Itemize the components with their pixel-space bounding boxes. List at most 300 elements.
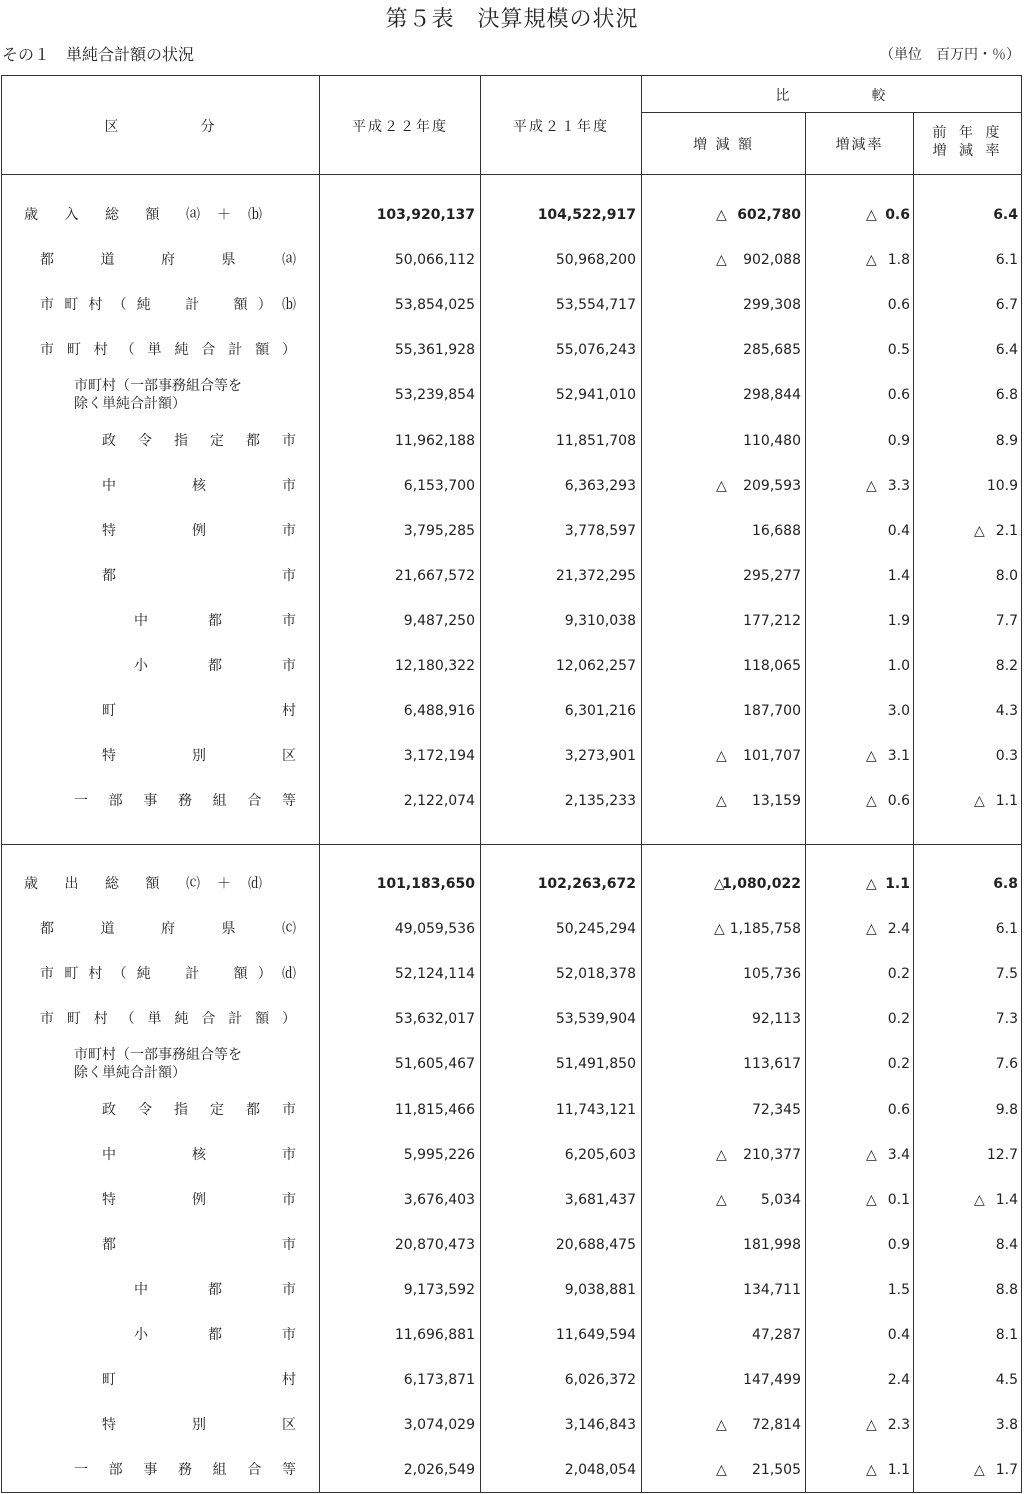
- row-label-line2: 除く単純合計額）: [74, 396, 186, 413]
- change-amount-cell-value: 1,185,758: [729, 921, 801, 938]
- table-row: [2, 419, 1021, 464]
- fy22-cell-value: 55,361,928: [394, 342, 475, 359]
- fy22-cell-value: 101,183,650: [376, 876, 475, 892]
- fy22-cell-value: 11,696,881: [394, 1327, 475, 1343]
- change-rate-cell: [806, 1133, 910, 1178]
- change-rate-cell-value: 0.9: [887, 432, 910, 449]
- header-change-rate: 増減率: [835, 137, 884, 153]
- table-row: [2, 1133, 1021, 1178]
- fy21-cell-value: 2,048,054: [564, 1462, 636, 1479]
- negative-marker: △: [866, 921, 877, 938]
- fy21-cell-value: 52,018,378: [555, 966, 636, 983]
- prev-rate-cell: [914, 1042, 1018, 1087]
- change-amount-cell-value: 21,505: [752, 1462, 801, 1479]
- fy21-cell-value: 104,522,917: [537, 207, 636, 223]
- fy22-cell-value: 3,676,403: [403, 1191, 475, 1208]
- fy22-cell-value: 52,124,114: [394, 966, 475, 983]
- negative-marker: △: [866, 207, 877, 223]
- change-rate-cell: [806, 464, 910, 509]
- budget-table: [1, 75, 1022, 1493]
- prev-rate-cell: [914, 193, 1018, 238]
- row-label: [2, 419, 320, 464]
- fy21-cell-value: 55,076,243: [555, 342, 636, 359]
- change-amount-cell: [642, 373, 801, 418]
- row-label-text: 中 都 市: [134, 1281, 296, 1298]
- fy22-cell-value: 9,173,592: [403, 1281, 475, 1298]
- change-rate-cell: [806, 193, 910, 238]
- row-label-text: 小 都 市: [134, 658, 296, 674]
- change-rate-cell-value: 0.6: [887, 297, 910, 314]
- fy22-cell-value: 3,172,194: [403, 748, 475, 765]
- fy22-cell-value: 21,667,572: [394, 567, 475, 584]
- change-rate-cell-value: 0.2: [887, 1011, 910, 1028]
- fy22-cell: [320, 1042, 475, 1087]
- prev-rate-cell-value: 1.7: [995, 1462, 1018, 1479]
- negative-marker: △: [866, 477, 877, 494]
- prev-rate-cell: [914, 734, 1018, 779]
- fy21-cell-value: 6,026,372: [564, 1372, 636, 1389]
- change-rate-cell-value: 1.1: [885, 876, 910, 892]
- prev-rate-cell: [914, 373, 1018, 418]
- fy22-cell-value: 12,180,322: [394, 658, 475, 674]
- fy22-cell-value: 20,870,473: [394, 1236, 475, 1253]
- fy21-cell: [481, 509, 636, 554]
- fy22-cell: [320, 464, 475, 509]
- row-label: [2, 1268, 320, 1313]
- row-label-line1: 市町村（一部事務組合等を: [74, 378, 242, 395]
- prev-rate-cell: [914, 464, 1018, 509]
- change-rate-cell: [806, 689, 910, 734]
- fy21-cell-value: 51,491,850: [555, 1056, 636, 1073]
- fy21-cell-value: 11,743,121: [555, 1101, 636, 1118]
- row-label: [2, 509, 320, 554]
- fy22-cell: [320, 952, 475, 997]
- prev-rate-cell-value: 10.9: [986, 477, 1018, 494]
- change-amount-cell: [642, 1133, 801, 1178]
- prev-rate-cell: [914, 1178, 1018, 1223]
- fy21-cell-value: 52,941,010: [555, 387, 636, 404]
- header-category: 区 分: [104, 119, 217, 135]
- change-rate-cell: [806, 554, 910, 599]
- change-rate-cell-value: 0.6: [885, 207, 910, 223]
- change-rate-cell: [806, 1313, 910, 1358]
- row-label: [2, 1042, 320, 1087]
- fy22-cell: [320, 862, 475, 907]
- fy22-cell: [320, 1448, 475, 1493]
- change-amount-cell-value: 5,034: [760, 1191, 801, 1208]
- fy22-cell: [320, 419, 475, 464]
- header-prev-rate: 前 年 度 増 減 率: [932, 125, 1004, 159]
- negative-marker: △: [866, 1417, 877, 1434]
- change-rate-cell-value: 0.1: [887, 1191, 910, 1208]
- change-amount-cell: [642, 328, 801, 373]
- prev-rate-cell-value: 12.7: [986, 1146, 1018, 1163]
- prev-rate-cell: [914, 952, 1018, 997]
- table-row: [2, 1088, 1021, 1133]
- unit-note: （単位 百万円・％）: [880, 47, 1020, 63]
- fy21-cell-value: 12,062,257: [555, 658, 636, 674]
- change-rate-cell: [806, 952, 910, 997]
- prev-rate-cell-value: 4.3: [995, 703, 1018, 720]
- fy21-cell-value: 53,539,904: [555, 1011, 636, 1028]
- fy22-cell: [320, 1358, 475, 1403]
- change-amount-cell-value: 118,065: [743, 658, 801, 674]
- fy21-cell: [481, 599, 636, 644]
- prev-rate-cell: [914, 779, 1018, 824]
- fy21-cell: [481, 1313, 636, 1358]
- row-label-text: 町 村: [102, 1372, 296, 1389]
- table-row: [2, 1268, 1021, 1313]
- table-row: [2, 907, 1021, 952]
- fy21-cell-value: 11,649,594: [555, 1327, 636, 1343]
- negative-marker: △: [866, 876, 877, 892]
- prev-rate-cell-value: 1.1: [995, 793, 1018, 810]
- change-amount-cell-value: 177,212: [743, 612, 801, 629]
- change-amount-cell: [642, 734, 801, 779]
- change-amount-cell: [642, 862, 801, 907]
- change-rate-cell: [806, 238, 910, 283]
- row-label: [2, 599, 320, 644]
- negative-marker: △: [716, 1462, 727, 1479]
- row-label-text: 中 都 市: [134, 612, 296, 629]
- change-amount-cell: [642, 464, 801, 509]
- change-amount-cell-value: 295,277: [743, 567, 801, 584]
- fy21-cell: [481, 193, 636, 238]
- row-label-text: 中 核 市: [102, 477, 296, 494]
- fy21-cell-value: 6,205,603: [564, 1146, 636, 1163]
- table-row: [2, 509, 1021, 554]
- fy21-cell-value: 102,263,672: [537, 876, 636, 892]
- change-amount-cell-value: 147,499: [743, 1372, 801, 1389]
- change-amount-cell: [642, 1042, 801, 1087]
- prev-rate-cell: [914, 419, 1018, 464]
- row-label: [2, 1088, 320, 1133]
- row-label-text: 市町村（単純合計額）: [40, 342, 296, 359]
- prev-rate-cell: [914, 644, 1018, 689]
- change-rate-cell-value: 0.6: [887, 1101, 910, 1118]
- change-amount-cell: [642, 1403, 801, 1448]
- change-rate-cell: [806, 1088, 910, 1133]
- change-rate-cell-value: 0.2: [887, 966, 910, 983]
- table-row: [2, 238, 1021, 283]
- negative-marker: △: [714, 921, 725, 938]
- row-label: [2, 193, 320, 238]
- change-amount-cell-value: 101,707: [743, 748, 801, 765]
- table-row: [2, 599, 1021, 644]
- fy22-cell-value: 49,059,536: [394, 921, 475, 938]
- change-amount-cell-value: 209,593: [743, 477, 801, 494]
- fy21-cell-value: 3,778,597: [564, 522, 636, 539]
- change-amount-cell: [642, 1223, 801, 1268]
- change-amount-cell-value: 285,685: [743, 342, 801, 359]
- fy22-cell: [320, 1403, 475, 1448]
- negative-marker: △: [716, 252, 727, 269]
- table-row: [2, 779, 1021, 824]
- change-rate-cell-value: 1.1: [887, 1462, 910, 1479]
- fy22-cell-value: 50,066,112: [394, 252, 475, 269]
- prev-rate-cell: [914, 862, 1018, 907]
- change-rate-cell: [806, 328, 910, 373]
- fy22-cell: [320, 779, 475, 824]
- fy21-cell: [481, 907, 636, 952]
- row-label-text: 一部事務組合等: [74, 793, 296, 810]
- fy22-cell: [320, 1088, 475, 1133]
- prev-rate-cell-value: 6.1: [995, 252, 1018, 269]
- change-amount-cell: [642, 554, 801, 599]
- header-comparison: 比 較: [775, 88, 888, 104]
- fy21-cell-value: 3,146,843: [564, 1417, 636, 1434]
- change-amount-cell: [642, 1313, 801, 1358]
- table-row: [2, 1042, 1021, 1087]
- fy22-cell: [320, 1313, 475, 1358]
- row-label: [2, 907, 320, 952]
- fy21-cell: [481, 373, 636, 418]
- table-row: [2, 1358, 1021, 1403]
- row-label-text: 特 別 区: [102, 748, 296, 765]
- change-rate-cell-value: 3.4: [887, 1146, 910, 1163]
- prev-rate-cell-value: 6.7: [995, 297, 1018, 314]
- change-amount-cell: [642, 779, 801, 824]
- change-rate-cell-value: 1.8: [887, 252, 910, 269]
- fy21-cell: [481, 1448, 636, 1493]
- change-amount-cell: [642, 689, 801, 734]
- change-rate-cell-value: 2.3: [887, 1417, 910, 1434]
- fy21-cell-value: 3,681,437: [564, 1191, 636, 1208]
- change-amount-cell-value: 92,113: [752, 1011, 801, 1028]
- fy22-cell-value: 3,795,285: [403, 522, 475, 539]
- fy22-cell-value: 6,488,916: [403, 703, 475, 720]
- change-amount-cell-value: 602,780: [737, 207, 801, 223]
- prev-rate-cell-value: 8.4: [995, 1236, 1018, 1253]
- prev-rate-cell-value: 6.8: [993, 876, 1018, 892]
- change-rate-cell: [806, 283, 910, 328]
- row-label: [2, 238, 320, 283]
- change-amount-cell: [642, 599, 801, 644]
- change-rate-cell: [806, 907, 910, 952]
- change-rate-cell-value: 0.4: [887, 522, 910, 539]
- fy22-cell-value: 5,995,226: [403, 1146, 475, 1163]
- fy22-cell: [320, 689, 475, 734]
- fy21-cell: [481, 419, 636, 464]
- row-label: [2, 554, 320, 599]
- row-label-text: 特 別 区: [102, 1417, 296, 1434]
- change-amount-cell-value: 902,088: [743, 252, 801, 269]
- prev-rate-cell-value: 8.9: [995, 432, 1018, 449]
- fy22-cell: [320, 599, 475, 644]
- prev-rate-cell-value: 8.0: [995, 567, 1018, 584]
- change-amount-cell: [642, 952, 801, 997]
- negative-marker: △: [974, 1191, 985, 1208]
- prev-rate-cell-value: 7.6: [995, 1056, 1018, 1073]
- row-label-text: 政令指定都市: [102, 432, 296, 449]
- change-rate-cell: [806, 599, 910, 644]
- fy21-cell-value: 11,851,708: [555, 432, 636, 449]
- table-row: [2, 464, 1021, 509]
- fy22-cell: [320, 283, 475, 328]
- negative-marker: △: [866, 793, 877, 810]
- change-rate-cell-value: 0.6: [887, 793, 910, 810]
- change-rate-cell-value: 1.0: [887, 658, 910, 674]
- row-label: [2, 952, 320, 997]
- fy22-cell-value: 11,962,188: [394, 432, 475, 449]
- row-label: [2, 1358, 320, 1403]
- change-rate-cell: [806, 1268, 910, 1313]
- change-rate-cell: [806, 644, 910, 689]
- prev-rate-cell: [914, 1358, 1018, 1403]
- fy21-cell: [481, 464, 636, 509]
- change-amount-cell: [642, 238, 801, 283]
- fy22-cell: [320, 509, 475, 554]
- row-label-text: 小 都 市: [134, 1327, 296, 1343]
- change-amount-cell-value: 72,814: [752, 1417, 801, 1434]
- prev-rate-cell: [914, 554, 1018, 599]
- fy22-cell-value: 53,239,854: [394, 387, 475, 404]
- change-amount-cell: [642, 644, 801, 689]
- fy22-cell: [320, 1178, 475, 1223]
- change-amount-cell-value: 299,308: [743, 297, 801, 314]
- fy21-cell-value: 6,301,216: [564, 703, 636, 720]
- change-rate-cell: [806, 997, 910, 1042]
- row-label: [2, 328, 320, 373]
- fy22-cell: [320, 238, 475, 283]
- change-amount-cell-value: 16,688: [752, 522, 801, 539]
- fy21-cell: [481, 952, 636, 997]
- change-amount-cell: [642, 1358, 801, 1403]
- prev-rate-cell: [914, 1133, 1018, 1178]
- change-rate-cell: [806, 734, 910, 779]
- fy21-cell: [481, 1042, 636, 1087]
- change-amount-cell: [642, 1088, 801, 1133]
- change-rate-cell-value: 2.4: [887, 921, 910, 938]
- fy22-cell: [320, 1133, 475, 1178]
- change-amount-cell-value: 72,345: [752, 1101, 801, 1118]
- table-row: [2, 1223, 1021, 1268]
- prev-rate-cell: [914, 689, 1018, 734]
- change-rate-cell-value: 0.5: [887, 342, 910, 359]
- prev-rate-cell: [914, 1268, 1018, 1313]
- fy22-cell: [320, 193, 475, 238]
- change-amount-cell: [642, 509, 801, 554]
- prev-rate-cell: [914, 1448, 1018, 1493]
- row-label-text: 歳 出 総 額 ⒞ ＋ ⒟: [24, 876, 262, 892]
- prev-rate-cell-value: 3.8: [995, 1417, 1018, 1434]
- table-row: [2, 1448, 1021, 1493]
- change-rate-cell-value: 3.3: [887, 477, 910, 494]
- prev-rate-cell: [914, 1088, 1018, 1133]
- fy21-cell: [481, 997, 636, 1042]
- prev-rate-cell-value: 6.8: [995, 387, 1018, 404]
- fy22-cell-value: 9,487,250: [403, 612, 475, 629]
- change-rate-cell-value: 3.1: [887, 748, 910, 765]
- fy21-cell: [481, 238, 636, 283]
- header-fy22: 平成２２年度: [352, 119, 448, 135]
- row-label-line2: 除く単純合計額）: [74, 1065, 186, 1082]
- prev-rate-cell-value: 7.5: [995, 966, 1018, 983]
- fy21-cell: [481, 734, 636, 779]
- table-row: [2, 952, 1021, 997]
- change-rate-cell: [806, 419, 910, 464]
- row-label-text: 歳 入 総 額 ⒜ ＋ ⒝: [24, 207, 262, 223]
- prev-rate-cell-value: 4.5: [995, 1372, 1018, 1389]
- table-row: [2, 283, 1021, 328]
- change-rate-cell-value: 1.9: [887, 612, 910, 629]
- change-rate-cell: [806, 1178, 910, 1223]
- change-rate-cell-value: 0.9: [887, 1236, 910, 1253]
- change-amount-cell: [642, 1448, 801, 1493]
- fy21-cell: [481, 644, 636, 689]
- row-label-text: 町 村: [102, 703, 296, 720]
- row-label-line1: 市町村（一部事務組合等を: [74, 1047, 242, 1064]
- row-label-text: 特 例 市: [102, 1191, 296, 1208]
- fy22-cell: [320, 554, 475, 599]
- table-row: [2, 1403, 1021, 1448]
- fy22-cell-value: 6,153,700: [403, 477, 475, 494]
- prev-rate-cell-value: 2.1: [995, 522, 1018, 539]
- change-rate-cell: [806, 1403, 910, 1448]
- fy21-cell-value: 2,135,233: [564, 793, 636, 810]
- prev-rate-cell-value: 8.1: [995, 1327, 1018, 1343]
- fy21-cell: [481, 1403, 636, 1448]
- header-change-amount: 増 減 額: [693, 137, 754, 153]
- change-amount-cell: [642, 419, 801, 464]
- fy21-cell: [481, 1178, 636, 1223]
- header-fy21: 平成２１年度: [513, 119, 609, 135]
- change-rate-cell: [806, 779, 910, 824]
- row-label-text: 特 例 市: [102, 522, 296, 539]
- change-amount-cell-value: 110,480: [743, 432, 801, 449]
- change-amount-cell-value: 210,377: [743, 1146, 801, 1163]
- fy21-cell: [481, 1088, 636, 1133]
- row-label: [2, 689, 320, 734]
- change-amount-cell-value: 113,617: [743, 1056, 801, 1073]
- fy21-cell: [481, 554, 636, 599]
- fy21-cell: [481, 1223, 636, 1268]
- fy22-cell-value: 103,920,137: [376, 207, 475, 223]
- fy21-cell-value: 21,372,295: [555, 567, 636, 584]
- fy21-cell: [481, 779, 636, 824]
- prev-rate-cell: [914, 1223, 1018, 1268]
- fy21-cell-value: 6,363,293: [564, 477, 636, 494]
- negative-marker: △: [716, 793, 727, 810]
- prev-rate-cell: [914, 509, 1018, 554]
- table-row: [2, 997, 1021, 1042]
- prev-rate-cell-value: 8.2: [995, 658, 1018, 674]
- change-amount-cell-value: 181,998: [743, 1236, 801, 1253]
- table-row: [2, 193, 1021, 238]
- change-amount-cell-value: 298,844: [743, 387, 801, 404]
- table-row: [2, 644, 1021, 689]
- change-amount-cell: [642, 907, 801, 952]
- fy21-cell: [481, 1358, 636, 1403]
- fy22-cell-value: 51,605,467: [394, 1056, 475, 1073]
- change-rate-cell-value: 3.0: [887, 703, 910, 720]
- fy22-cell-value: 11,815,466: [394, 1101, 475, 1118]
- row-label: [2, 1403, 320, 1448]
- row-label-text: 都 道 府 県 ⒜: [40, 252, 296, 269]
- negative-marker: △: [866, 1191, 877, 1208]
- row-label: [2, 644, 320, 689]
- fy21-cell-value: 3,273,901: [564, 748, 636, 765]
- change-amount-cell: [642, 997, 801, 1042]
- prev-rate-cell-value: 7.7: [995, 612, 1018, 629]
- fy21-cell-value: 50,968,200: [555, 252, 636, 269]
- fy21-cell: [481, 328, 636, 373]
- table-row: [2, 862, 1021, 907]
- change-rate-cell: [806, 373, 910, 418]
- row-label: [2, 997, 320, 1042]
- change-amount-cell: [642, 1268, 801, 1313]
- row-label: [2, 1223, 320, 1268]
